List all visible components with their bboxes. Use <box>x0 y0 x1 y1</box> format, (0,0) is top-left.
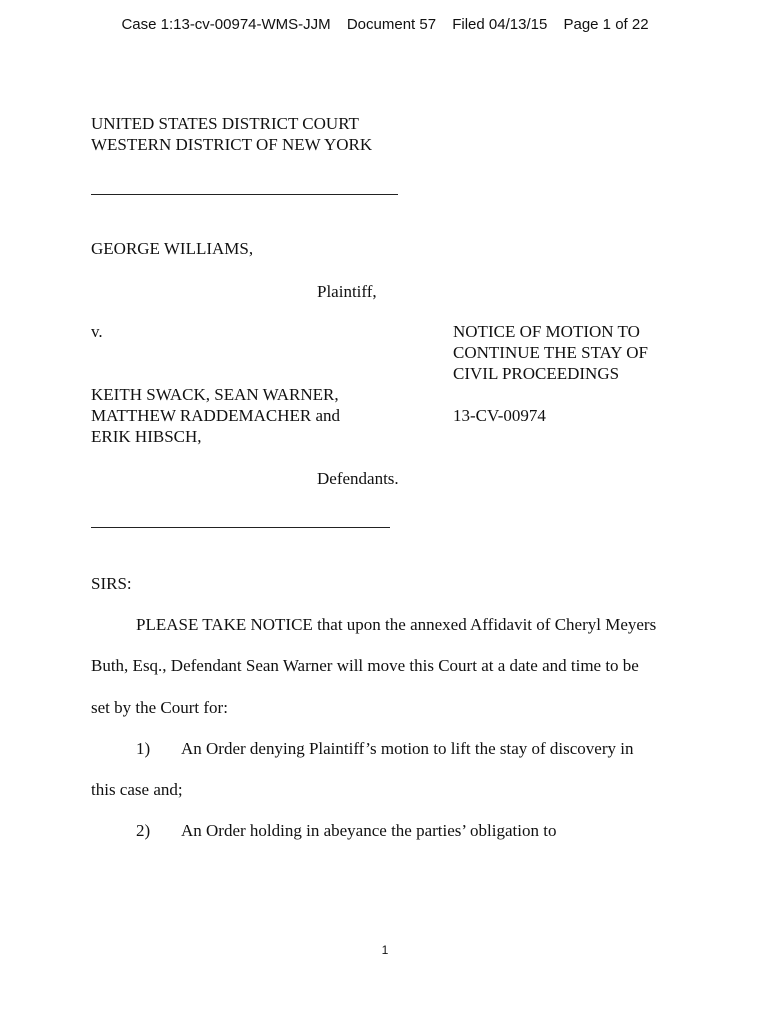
plaintiff-name: GEORGE WILLIAMS, <box>91 239 254 258</box>
page-count-header: Page 1 of 22 <box>563 16 649 33</box>
defendants-line2: MATTHEW RADDEMACHER and <box>91 406 341 425</box>
document-number-header: Document 57 <box>346 16 437 33</box>
court-district: WESTERN DISTRICT OF NEW YORK <box>91 135 373 154</box>
document-title-line1: NOTICE OF MOTION TO <box>453 322 640 341</box>
caption-top-rule <box>91 194 398 195</box>
defendants-role: Defendants. <box>317 469 399 488</box>
list-item-text: this case and; <box>91 780 183 799</box>
plaintiff-role: Plaintiff, <box>317 282 377 301</box>
filed-date-header: Filed 04/13/15 <box>452 16 548 33</box>
defendants-line3: ERIK HIBSCH, <box>91 427 202 446</box>
case-number-header: Case 1:13-cv-00974-WMS-JJM <box>121 16 331 33</box>
court-name: UNITED STATES DISTRICT COURT <box>91 114 359 133</box>
versus: v. <box>91 322 103 341</box>
list-item-number: 1) <box>136 739 151 758</box>
paragraph-line: PLEASE TAKE NOTICE that upon the annexed Affidavit of Cheryl Meyers <box>136 615 657 634</box>
filing-header <box>0 16 770 33</box>
document-title-line2: CONTINUE THE STAY OF <box>453 343 648 362</box>
list-item-text: An Order holding in abeyance the parties’ obligation to <box>181 821 557 840</box>
list-item-text: An Order denying Plaintiff’s motion to lift the stay of discovery in <box>181 739 634 758</box>
defendants-line1: KEITH SWACK, SEAN WARNER, <box>91 385 339 404</box>
document-title-line3: CIVIL PROCEEDINGS <box>453 364 620 383</box>
caption-bottom-rule <box>91 527 390 528</box>
salutation: SIRS: <box>91 574 132 593</box>
page-number: 1 <box>381 943 389 957</box>
paragraph-line: set by the Court for: <box>91 698 228 717</box>
case-number: 13-CV-00974 <box>453 406 546 425</box>
paragraph-line: Buth, Esq., Defendant Sean Warner will move this Court at a date and time to be <box>91 656 639 675</box>
list-item-number: 2) <box>136 821 151 840</box>
